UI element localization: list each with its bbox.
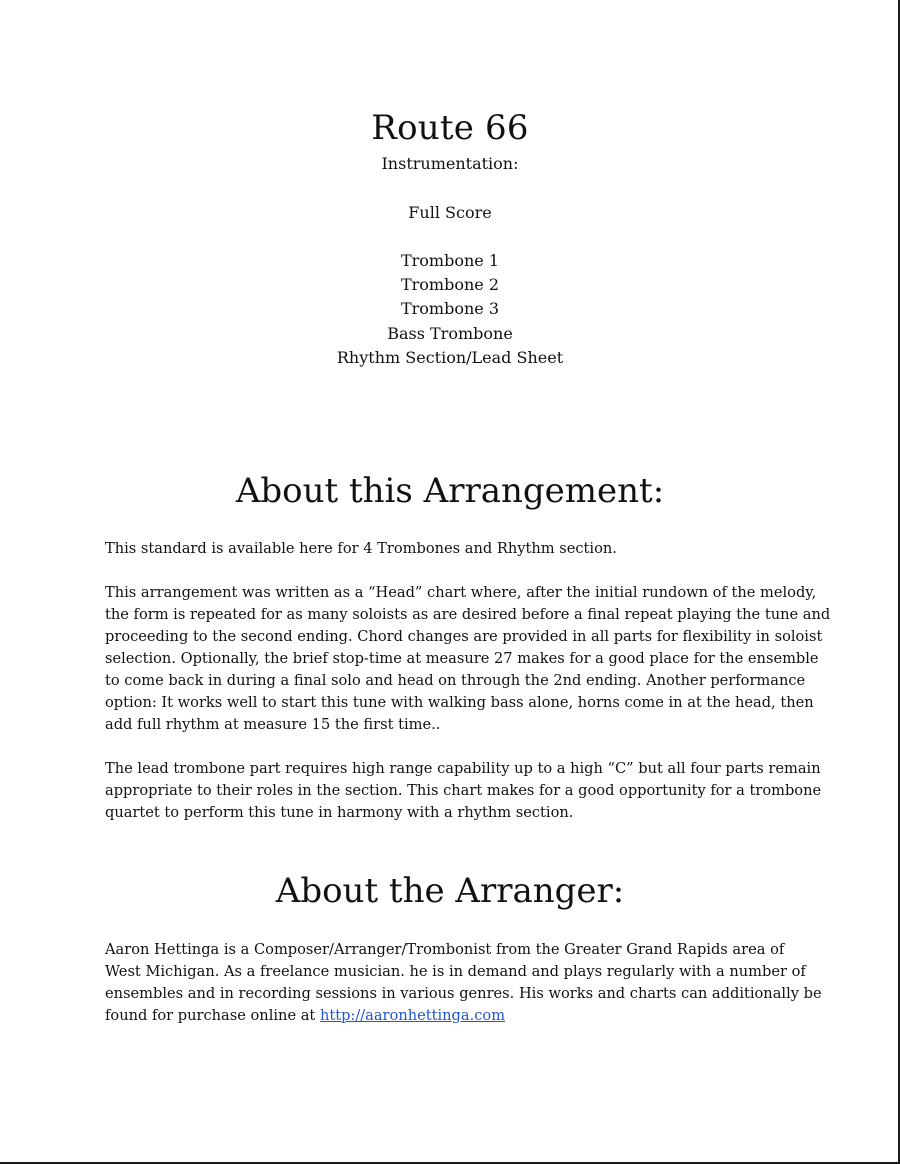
text-line: This standard is available here for 4 Trombones and Rhythm section. bbox=[105, 540, 617, 557]
text-line: This arrangement was written as a “Head” chart where, after the initial rundown of the melody, bbox=[105, 584, 817, 601]
text-line-with-link bbox=[105, 1005, 800, 1027]
text-line: selection. Optionally, the brief stop-time at measure 27 makes for a good place for the ensemble bbox=[105, 650, 819, 667]
text-line: the form is repeated for as many soloists as are desired before a final repeat playing the tune and bbox=[105, 606, 831, 623]
instrumentation-label: Instrumentation: bbox=[381, 154, 519, 173]
instrument-item: Trombone 1 bbox=[400, 251, 500, 270]
link-prefix-text: found for purchase online at bbox=[105, 1007, 320, 1024]
arranger-website-link[interactable]: http://aaronhettinga.com bbox=[319, 1007, 506, 1024]
text-line: West Michigan. As a freelance musician. he is in demand and plays regularly with a number of bbox=[105, 963, 806, 980]
arrangement-paragraph-1 bbox=[105, 538, 800, 560]
arrangement-paragraph-2 bbox=[105, 582, 831, 736]
text-line: to come back in during a final solo and head on through the 2nd ending. Another performance bbox=[105, 672, 806, 689]
arrangement-paragraph-3 bbox=[105, 758, 822, 824]
instrument-item: Bass Trombone bbox=[387, 323, 513, 343]
text-line: The lead trombone part requires high range capability up to a high “C” but all four parts remain bbox=[105, 760, 821, 777]
arranger-paragraph bbox=[105, 939, 822, 1027]
text-line: Aaron Hettinga is a Composer/Arranger/Trombonist from the Greater Grand Rapids area of bbox=[105, 941, 785, 958]
full-score-label: Full Score bbox=[408, 203, 492, 222]
text-line: option: It works well to start this tune with walking bass alone, horns come in at the head, then bbox=[105, 694, 814, 711]
text-line: quartet to perform this tune in harmony with a rhythm section. bbox=[105, 804, 574, 821]
instrument-item: Trombone 3 bbox=[400, 299, 500, 319]
text-line: ensembles and in recording sessions in various genres. His works and charts can additionally be bbox=[105, 985, 822, 1002]
instrument-list bbox=[0, 249, 900, 370]
about-arranger-heading: About the Arranger: bbox=[275, 871, 625, 911]
instrument-item: Trombone 2 bbox=[400, 275, 500, 295]
text-line: appropriate to their roles in the section. This chart makes for a good opportunity for a trombone bbox=[105, 782, 822, 799]
text-line: proceeding to the second ending. Chord changes are provided in all parts for flexibility in soloist bbox=[105, 628, 823, 645]
document-title: Route 66 bbox=[371, 108, 529, 148]
instrument-item: Rhythm Section/Lead Sheet bbox=[336, 347, 564, 367]
about-arrangement-heading: About this Arrangement: bbox=[235, 471, 665, 511]
text-line: add full rhythm at measure 15 the first time.. bbox=[105, 716, 441, 733]
